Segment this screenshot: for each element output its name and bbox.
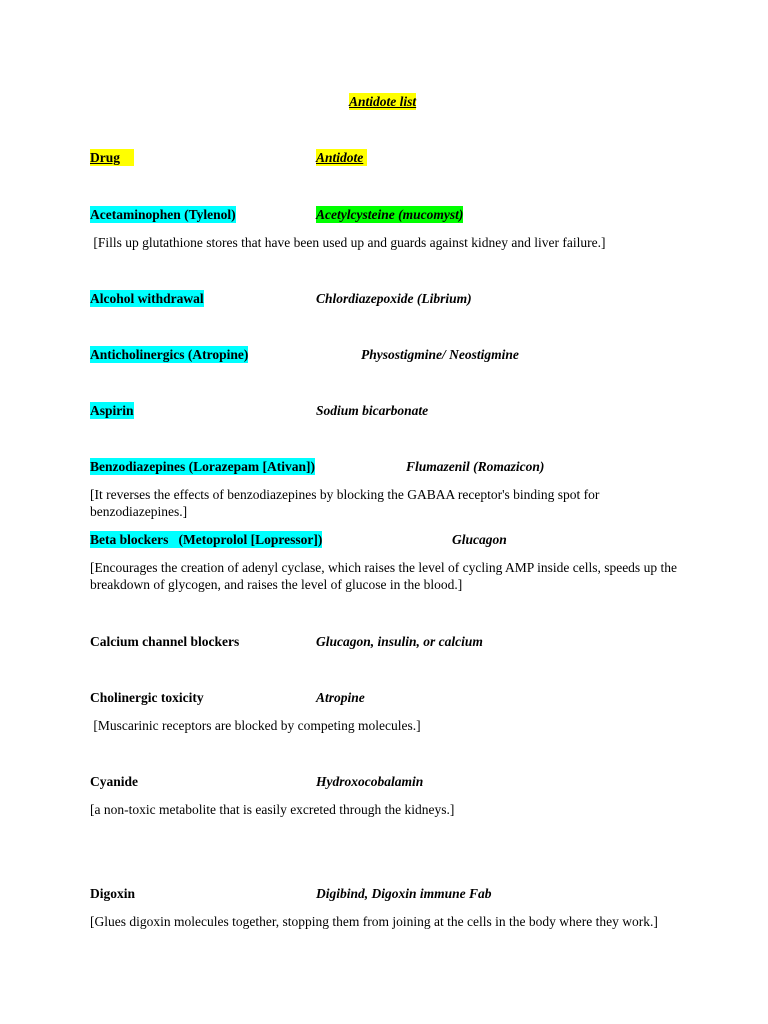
antidote-digoxin: Digibind, Digoxin immune Fab [316, 886, 492, 901]
drug-digoxin: Digoxin [90, 886, 136, 901]
antidote-anticholinergics: Physostigmine/ Neostigmine [361, 347, 519, 362]
drug-aspirin: Aspirin [90, 403, 134, 418]
drug-acetaminophen: Acetaminophen (Tylenol) [90, 207, 236, 222]
note-benzodiazepines: [It reverses the effects of benzodiazepines by blocking the GABAA receptor's binding spot for benzodiazepines.] [90, 487, 600, 519]
drug-cyanide: Cyanide [90, 774, 139, 789]
drug-benzodiazepines: Benzodiazepines (Lorazepam [Ativan]) [90, 459, 315, 474]
antidote-acetaminophen: Acetylcysteine (mucomyst) [316, 207, 464, 222]
antidote-cyanide: Hydroxocobalamin [316, 774, 424, 789]
note-beta-blockers: [Encourages the creation of adenyl cyclase, which raises the level of cycling AMP inside cells, speeds up the breakdown of glycogen, and raises the level of glucose in the blood.] [90, 560, 677, 592]
drug-anticholinergics: Anticholinergics (Atropine) [90, 347, 249, 362]
note-acetaminophen: [Fills up glutathione stores that have been used up and guards against kidney and liver failure.] [90, 235, 606, 250]
note-digoxin: [Glues digoxin molecules together, stopping them from joining at the cells in the body where they work.] [90, 914, 658, 929]
page-title: Antidote list [349, 94, 417, 109]
antidote-cholinergic-toxicity: Atropine [316, 690, 365, 705]
note-cyanide: [a non-toxic metabolite that is easily excreted through the kidneys.] [90, 802, 455, 817]
header-drug: Drug [90, 149, 134, 166]
antidote-calcium-channel-blockers: Glucagon, insulin, or calcium [316, 634, 483, 649]
antidote-alcohol-withdrawal: Chlordiazepoxide (Librium) [316, 291, 472, 306]
antidote-beta-blockers: Glucagon [452, 532, 507, 547]
drug-beta-blockers: Beta blockers (Metoprolol [Lopressor]) [90, 532, 323, 547]
drug-calcium-channel-blockers: Calcium channel blockers [90, 634, 240, 649]
antidote-benzodiazepines: Flumazenil (Romazicon) [406, 459, 545, 474]
drug-alcohol-withdrawal: Alcohol withdrawal [90, 291, 204, 306]
antidote-aspirin: Sodium bicarbonate [316, 403, 429, 418]
header-antidote: Antidote [316, 149, 367, 166]
note-cholinergic-toxicity: [Muscarinic receptors are blocked by competing molecules.] [90, 718, 421, 733]
drug-cholinergic-toxicity: Cholinergic toxicity [90, 690, 204, 705]
